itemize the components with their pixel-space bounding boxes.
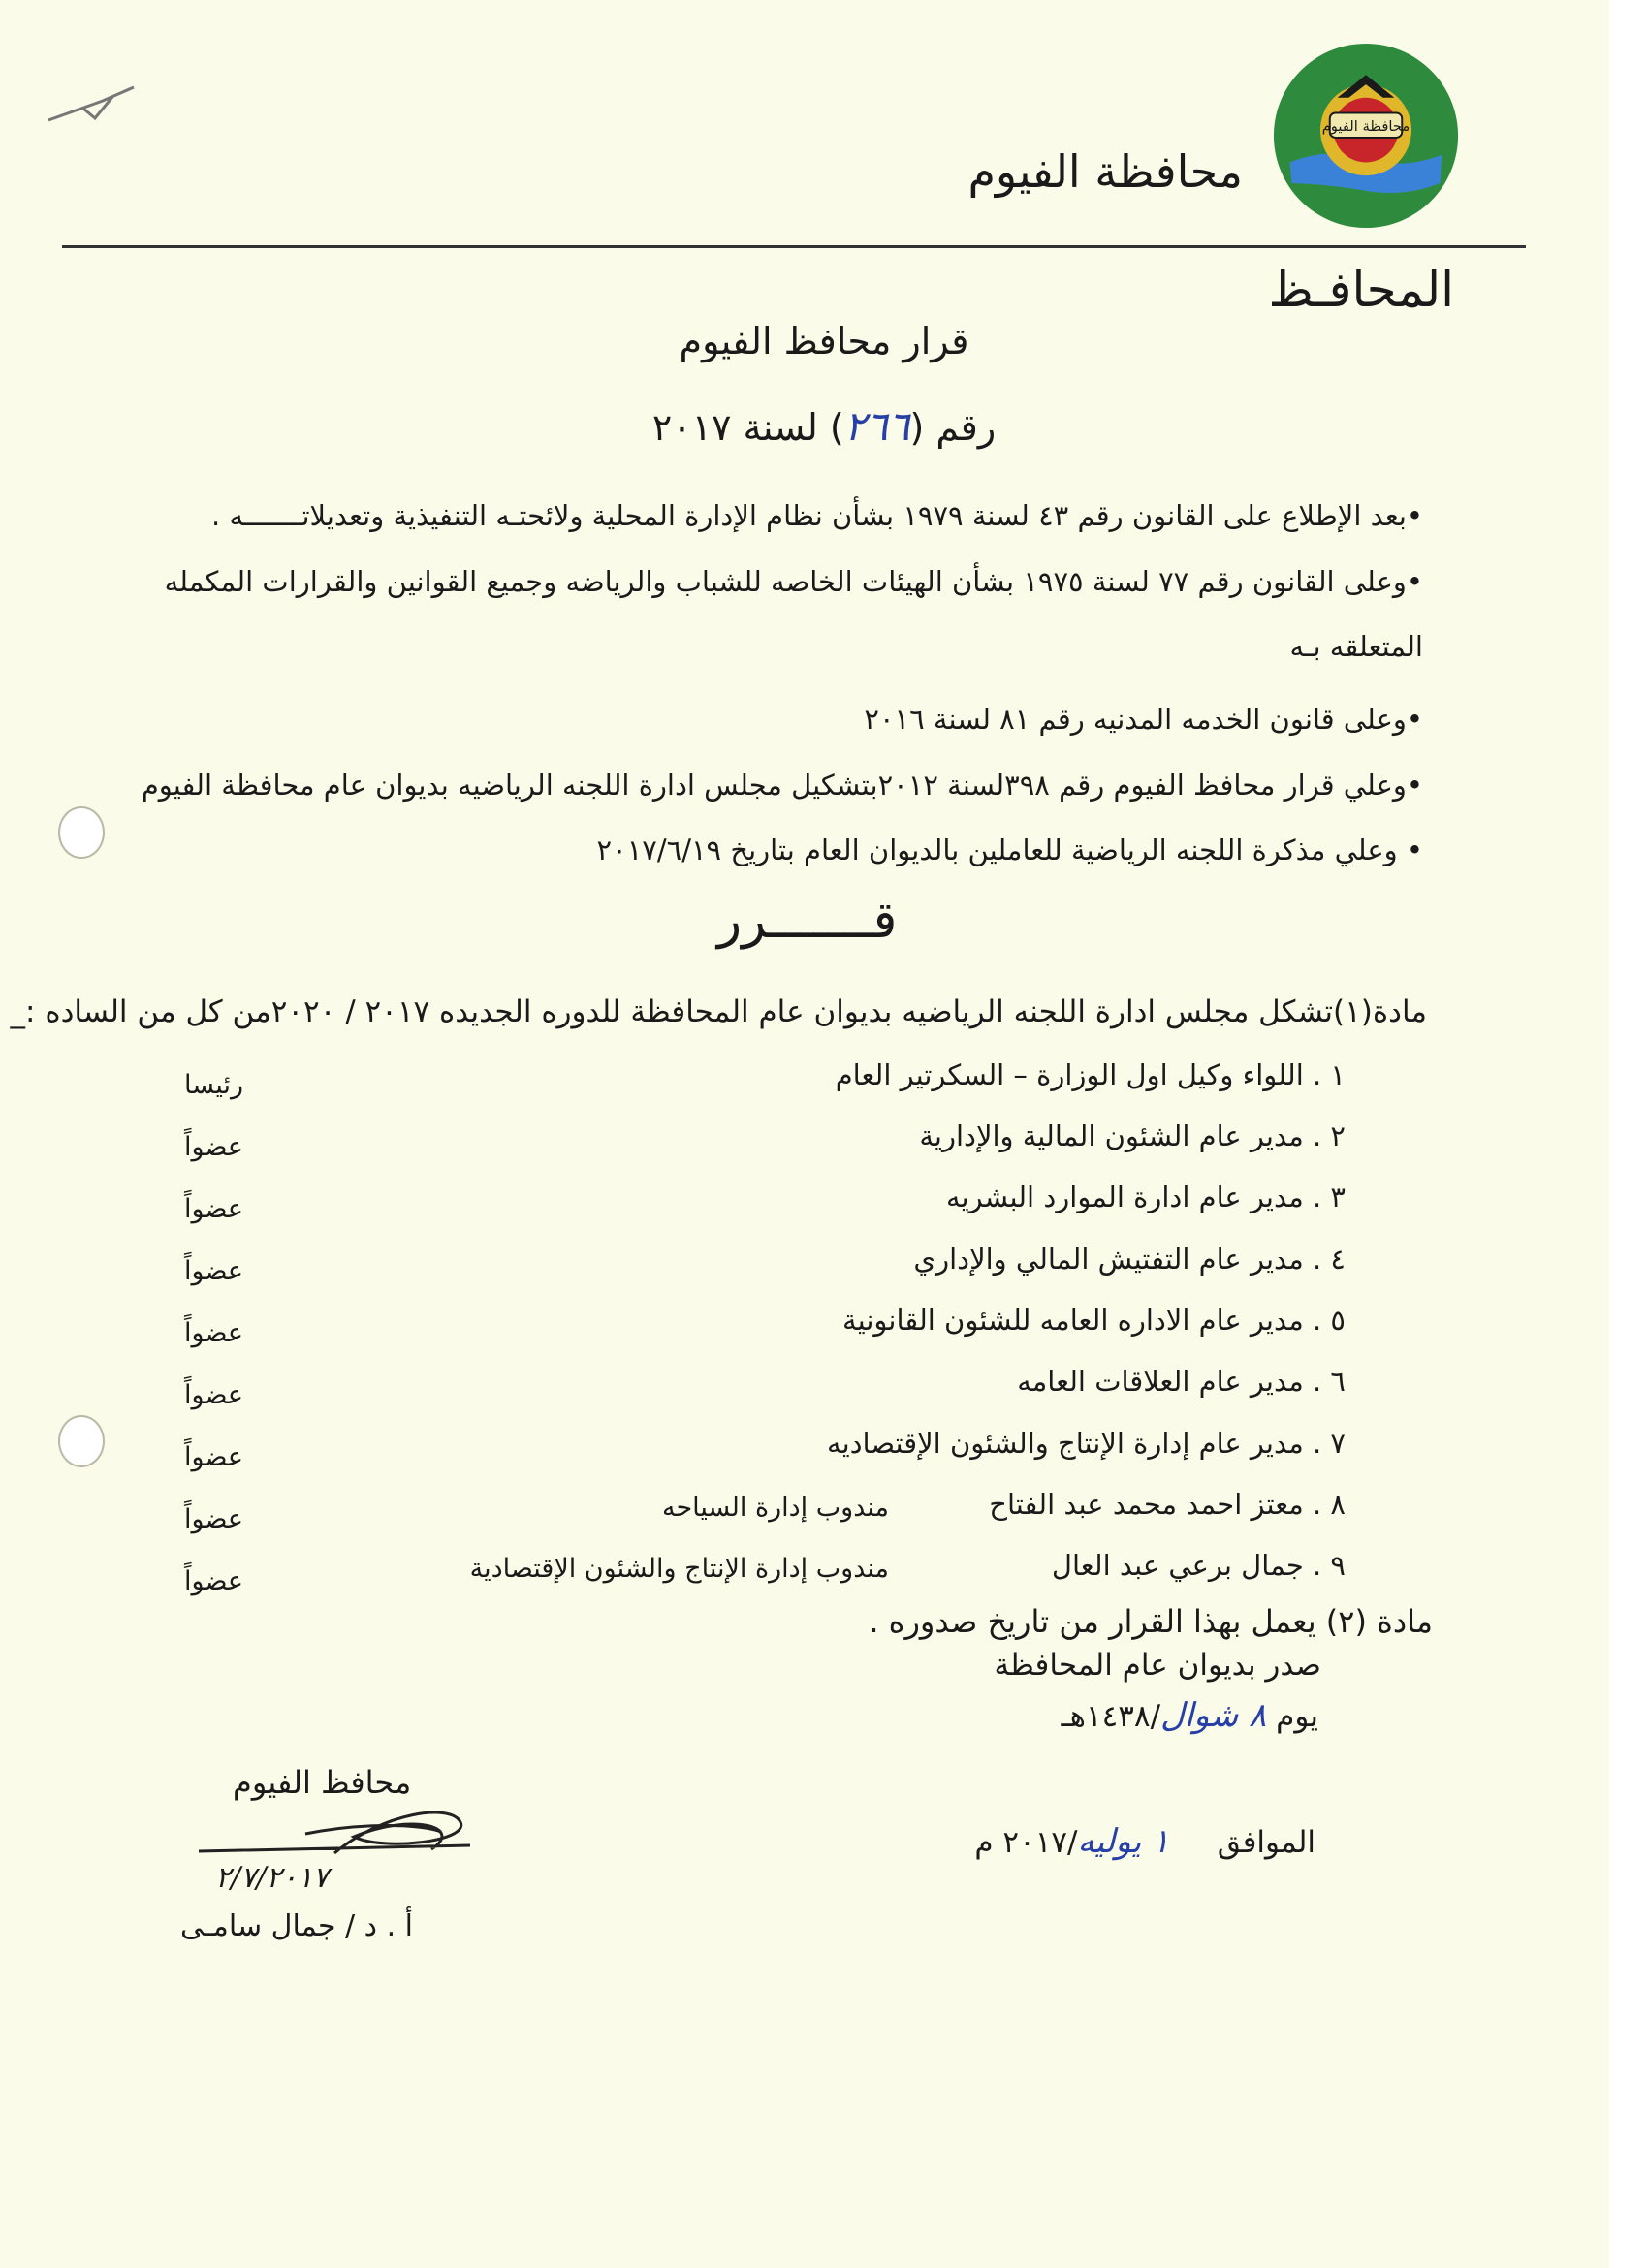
- decision-number-handwritten: ٢٦٦: [843, 402, 910, 450]
- hijri-date-handwritten: ٨ شوال: [1160, 1696, 1267, 1735]
- decision-number-suffix: ) لسنة ٢٠١٧: [651, 406, 844, 449]
- punch-hole: [58, 806, 105, 859]
- preamble-line: •وعلى القانون رقم ٧٧ لسنة ١٩٧٥ بشأن الهيئات الخاصه للشباب والرياضه وجميع القوانين والقرارات المكمله: [164, 565, 1423, 598]
- preamble-line: •وعلي قرار محافظ الفيوم رقم ٣٩٨لسنة ٢٠١٢بتشكيل مجلس ادارة اللجنه الرياضيه بديوان عام محافظة الفيوم: [141, 769, 1423, 802]
- preamble-line: •وعلى قانون الخدمه المدنيه رقم ٨١ لسنة ٢٠١٦: [864, 703, 1423, 736]
- governorate-name: محافظة الفيوم: [967, 145, 1243, 198]
- member-name: ٥ . مدير عام الاداره العامه للشئون القانونية: [842, 1304, 1346, 1337]
- member-representative: مندوب إدارة الإنتاج والشئون الإقتصادية: [469, 1554, 889, 1584]
- day-label: يوم: [1276, 1699, 1318, 1734]
- member-role: عضواً: [184, 1318, 243, 1348]
- member-role: عضواً: [184, 1132, 243, 1162]
- signature-title: محافظ الفيوم: [233, 1764, 412, 1801]
- member-name: ٣ . مدير عام ادارة الموارد البشريه: [945, 1181, 1346, 1213]
- hijri-year: /١٤٣٨هـ: [1061, 1699, 1161, 1734]
- hijri-date: [1062, 1696, 1318, 1735]
- governorate-logo: [1270, 41, 1462, 231]
- corresponding-label: الموافق: [1217, 1825, 1315, 1860]
- decision-title: قرار محافظ الفيوم: [679, 320, 969, 362]
- gregorian-date-handwritten: ١ يوليه: [1077, 1822, 1170, 1861]
- member-role: عضواً: [184, 1380, 243, 1410]
- member-name: ٧ . مدير عام إدارة الإنتاج والشئون الإقتصاديه: [827, 1427, 1346, 1460]
- preamble-line: المتعلقه بـه: [1289, 630, 1423, 663]
- member-name: ٨ . معتز احمد محمد عبد الفتاح: [989, 1488, 1346, 1521]
- signatory-name: أ . د / جمال سامـى: [180, 1909, 413, 1943]
- preamble-line: •بعد الإطلاع على القانون رقم ٤٣ لسنة ١٩٧٩ بشأن نظام الإدارة المحلية ولائحتـه التنفيذية وتعديلاتـــــــه .: [211, 499, 1423, 532]
- punch-hole: [58, 1415, 105, 1467]
- gregorian-date: [974, 1822, 1315, 1861]
- member-role: عضواً: [184, 1504, 243, 1534]
- member-name: ٢ . مدير عام الشئون المالية والإدارية: [919, 1119, 1346, 1152]
- member-role: عضواً: [184, 1256, 243, 1286]
- member-role: عضواً: [184, 1194, 243, 1224]
- issued-at: صدر بديوان عام المحافظة: [994, 1648, 1321, 1683]
- member-representative: مندوب إدارة السياحه: [662, 1493, 889, 1523]
- article-2: مادة (٢) يعمل بهذا القرار من تاريخ صدوره .: [869, 1603, 1433, 1640]
- preamble-line: • وعلي مذكرة اللجنه الرياضية للعاملين بالديوان العام بتاريخ ٢٠١٧/٦/١٩: [596, 834, 1423, 866]
- logo-lettering: محافظة الفيوم: [1321, 118, 1410, 136]
- member-role: رئيسا: [184, 1070, 244, 1100]
- decision-number-prefix: رقم (: [909, 406, 997, 449]
- office-title: المحافـظ: [1268, 262, 1454, 318]
- member-name: ٩ . جمال برعي عبد العال: [1051, 1549, 1346, 1582]
- signature-date: ٢/٧/٢٠١٧: [215, 1861, 329, 1895]
- member-name: ٦ . مدير عام العلاقات العامه: [1017, 1365, 1346, 1398]
- member-name: ٤ . مدير عام التفتيش المالي والإداري: [913, 1243, 1346, 1276]
- member-role: عضواً: [184, 1566, 243, 1596]
- handwritten-signature: [189, 1793, 480, 1871]
- decision-number: [0, 402, 1648, 450]
- member-name: ١ . اللواء وكيل اول الوزارة – السكرتير العام: [835, 1058, 1346, 1091]
- member-role: عضواً: [184, 1442, 243, 1472]
- article-1: مادة(١)تشكل مجلس ادارة اللجنه الرياضيه بديوان عام المحافظة للدوره الجديده ٢٠١٧ / ٢٠٢٠من كل من الساده :_: [10, 994, 1427, 1029]
- decided-heading: قـــــــرر: [717, 892, 898, 950]
- header-divider: [62, 245, 1526, 248]
- pen-mark: [45, 79, 142, 128]
- gregorian-year: /٢٠١٧ م: [974, 1825, 1078, 1860]
